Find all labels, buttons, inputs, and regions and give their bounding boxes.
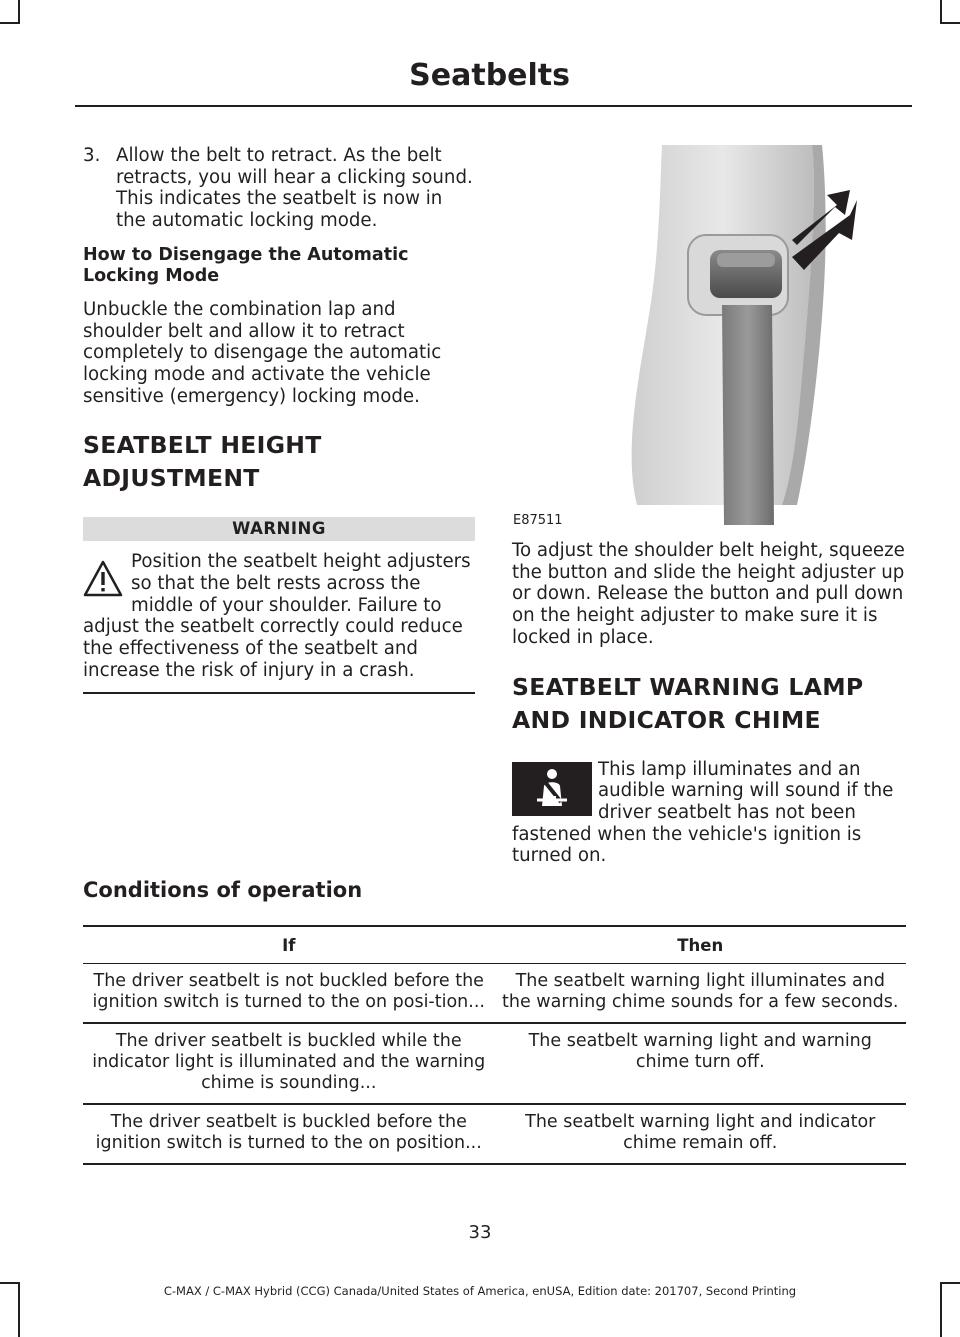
heading-line-2: ADJUSTMENT — [83, 464, 260, 493]
seatbelt-warning-lamp-icon — [512, 762, 592, 816]
table-header-row — [83, 926, 906, 964]
warning-label: WARNING — [83, 517, 475, 541]
height-adjustment-heading — [83, 429, 475, 495]
heading-line-2: AND INDICATOR CHIME — [512, 705, 821, 734]
disengage-body: Unbuckle the combination lap and shoulder belt and allow it to retract completely to disengage the automatic locking mode and activate the vehicle sensitive (emergency) locking mode. — [83, 298, 442, 407]
warning-lamp-heading — [512, 671, 908, 737]
conditions-table — [83, 925, 906, 1165]
step-number: 3. — [83, 145, 101, 166]
footer-text: C-MAX / C-MAX Hybrid (CCG) Canada/United States of America, enUSA, Edition date: 201707, Second Printing — [163, 1284, 797, 1298]
seatbelt-person-icon — [529, 766, 575, 812]
b-pillar-image — [512, 145, 908, 530]
table-row — [83, 964, 906, 1024]
step-text: Allow the belt to retract. As the belt retracts, you will hear a clicking sound. This indicates the seatbelt is now in the automatic locking mode. — [116, 145, 473, 232]
column-header-then: Then — [495, 926, 907, 964]
right-column — [512, 145, 908, 879]
if-cell: The driver seatbelt is buckled before the ignition switch is turned to the on position... — [83, 1104, 495, 1164]
crop-mark — [18, 0, 20, 22]
disengage-heading: How to Disengage the Automatic Locking Mode — [83, 244, 409, 286]
page-number: 33 — [468, 1222, 492, 1243]
lamp-text: This lamp illuminates and an audible warning will sound if the driver seatbelt has not been fastened when the vehicle's ignition is turned on. — [512, 758, 894, 867]
heading-line-1: SEATBELT WARNING LAMP — [512, 672, 864, 701]
seatbelt-height-adjuster-illustration — [512, 145, 908, 530]
warning-divider — [83, 692, 475, 694]
if-cell: The driver seatbelt is buckled while the indicator light is illuminated and the warning chime is sounding... — [83, 1023, 495, 1104]
column-header-if: If — [83, 926, 495, 964]
warning-box — [83, 551, 475, 693]
warning-text: Position the seatbelt height adjusters so that the belt rests across the middle of your shoulder. Failure to adjust the seatbelt correctly could reduce the effectiveness of the seatbelt and increase the risk of injury in a crash. — [83, 551, 471, 681]
step-3 — [83, 145, 475, 232]
then-cell: The seatbelt warning light and warning chime turn off. — [495, 1023, 907, 1104]
left-column — [83, 145, 475, 694]
lamp-description — [512, 759, 908, 868]
then-cell: The seatbelt warning light and indicator chime remain off. — [495, 1104, 907, 1164]
crop-mark — [0, 22, 20, 24]
if-cell: The driver seatbelt is not buckled before the ignition switch is turned to the on posi-tion... — [83, 964, 495, 1024]
table-row — [83, 1023, 906, 1104]
table-row — [83, 1104, 906, 1164]
header-divider — [75, 105, 912, 107]
crop-mark — [940, 0, 942, 22]
warning-triangle-icon — [83, 559, 123, 599]
figure-code: E87511 — [513, 513, 563, 528]
page-title: Seatbelts — [409, 58, 570, 93]
adjust-instructions: To adjust the shoulder belt height, squeeze the button and slide the height adjuster up or down. Release the button and pull down on the height adjuster to make sure it is locked in place. — [512, 540, 905, 648]
then-cell: The seatbelt warning light illuminates and the warning chime sounds for a few seconds. — [495, 964, 907, 1024]
conditions-heading: Conditions of operation — [83, 878, 363, 902]
heading-line-1: SEATBELT HEIGHT — [83, 431, 322, 460]
crop-mark — [940, 22, 960, 24]
